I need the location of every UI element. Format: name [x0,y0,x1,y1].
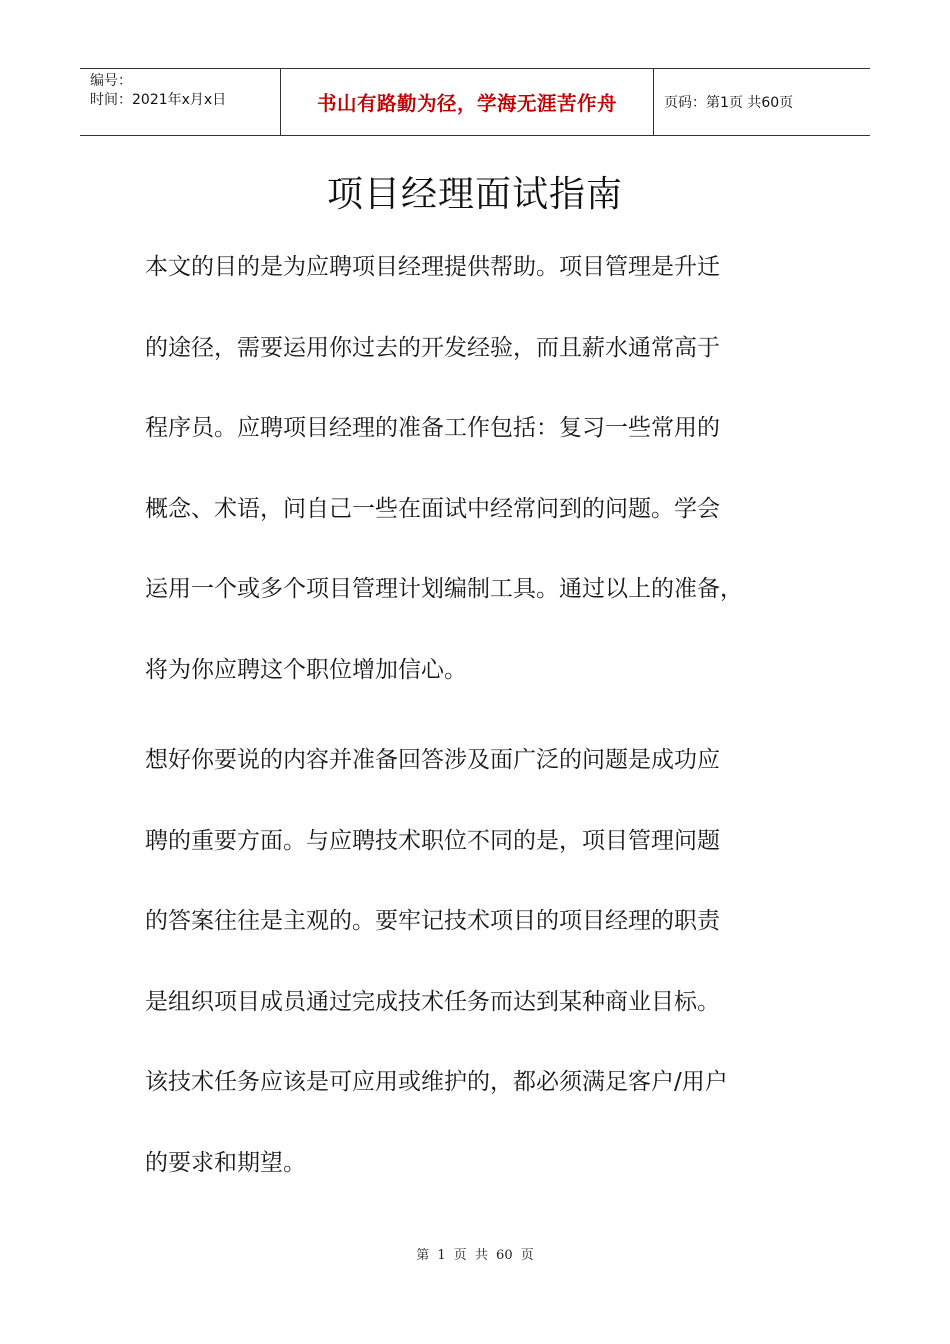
paragraph-line: 的要求和期望。 [145,1149,306,1176]
document-number-label: 编号： [90,73,132,89]
document-header [80,68,870,136]
page-footer: 第 1 页 共 60 页 [416,1248,534,1263]
document-date-label: 时间：2021年x月x日 [90,92,227,108]
header-motto: 书山有路勤为径，学海无涯苦作舟 [316,92,617,115]
paragraph-line: 聘的重要方面。与应聘技术职位不同的是，项目管理问题 [145,827,720,854]
document-title: 项目经理面试指南 [326,174,623,215]
header-meta-cell [80,69,281,135]
paragraph-line: 想好你要说的内容并准备回答涉及面广泛的问题是成功应 [145,747,720,773]
header-motto-cell [281,69,654,135]
header-page-cell [654,69,870,135]
paragraph-1 [145,227,815,710]
paragraph-line: 将为你应聘这个职位增加信心。 [145,656,467,683]
paragraph-line: 的答案往往是主观的。要牢记技术项目的项目经理的职责 [145,908,720,934]
paragraph-2 [145,720,815,1203]
paragraph-line: 程序员。应聘项目经理的准备工作包括：复习一些常用的 [145,415,720,441]
paragraph-line: 概念、术语，问自己一些在面试中经常问到的问题。学会 [145,495,720,522]
header-page-info: 页码：第1页 共60页 [664,95,794,111]
paragraph-line: 本文的目的是为应聘项目经理提供帮助。项目管理是升迁 [145,254,720,280]
paragraph-line: 运用一个或多个项目管理计划编制工具。通过以上的准备， [145,576,743,602]
paragraph-line: 的途径，需要运用你过去的开发经验，而且薪水通常高于 [145,334,720,361]
paragraph-line: 该技术任务应该是可应用或维护的，都必须满足客户/用户 [145,1069,728,1095]
paragraph-line: 是组织项目成员通过完成技术任务而达到某种商业目标。 [145,988,720,1015]
